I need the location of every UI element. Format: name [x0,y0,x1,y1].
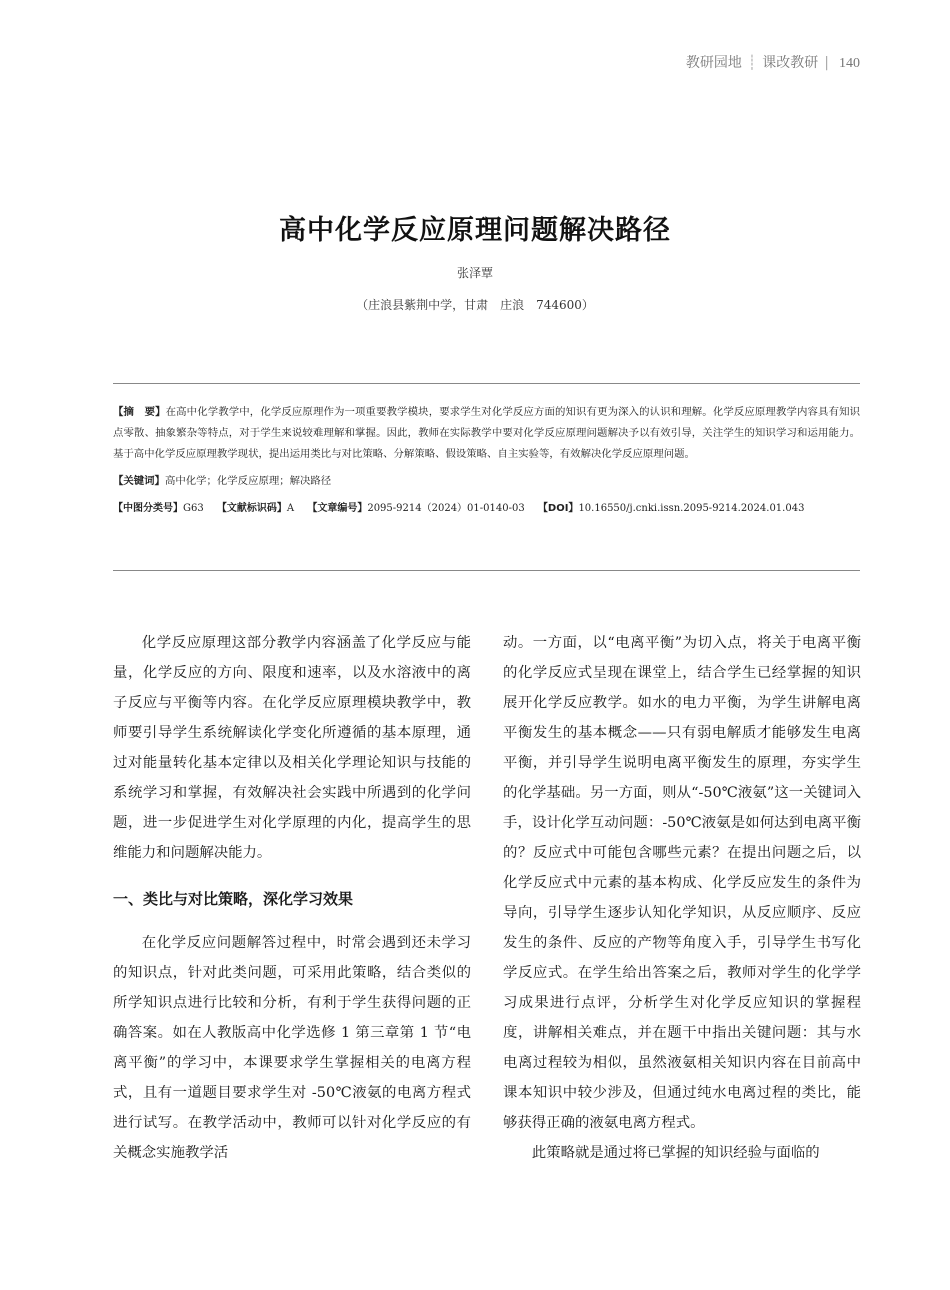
author-affiliation: （庄浪县紫荆中学，甘肃 庄浪 744600） [356,298,594,312]
header-separator-2: | [824,55,829,71]
body-paragraph-1: 化学反应原理这部分教学内容涵盖了化学反应与能量，化学反应的方向、限度和速率，以及水溶液中的离子反应与平衡等内容。在化学反应原理模块教学中，教师要引导学生系统解读化学变化所遵循的基本原理，通过对能量转化基本定律以及相关化学理论知识与技能的系统学习和掌握，有效解决社会实践中所遇到的化学问题，进一步促进学生对化学原理的内化，提高学生的思维能力和问题解决能力。 [113,635,471,861]
article-number-value: 2095-9214（2024）01-0140-03 [367,503,525,514]
doi-label: 【DOI】 [537,503,579,514]
article-title: 高中化学反应原理问题解决路径 [279,215,671,246]
doi-value: 10.16550/j.cnki.issn.2095-9214.2024.01.043 [578,503,805,514]
bottom-rule [113,570,860,571]
article-number-label: 【文章编号】 [307,503,368,514]
abstract-paragraph [113,402,860,465]
body-paragraph-2: 在化学反应问题解答过程中，时常会遇到还未学习的知识点，针对此类问题，可采用此策略，结合类似的所学知识点进行比较和分析，有利于学生获得问题的正确答案。如在人教版高中化学选修 1 第三章第 1 节“电离平衡”的学习中，本课要求学生掌握相关的电离方程式，且有一道题目要求学生对 -50℃液氨的电离方程式进行试写。在教学活动中，教师可以针对化学反应的有关概念实施教学活 [113,935,471,1161]
top-rule [113,383,860,384]
abstract-block [113,402,860,519]
doc-code-value: A [286,503,295,514]
abstract-label: 【摘 要】 [113,406,166,418]
doc-code-label: 【文献标识码】 [216,503,287,514]
clc-label: 【中图分类号】 [113,503,183,514]
keywords-label: 【关键词】 [113,475,165,487]
keywords-text: 高中化学；化学反应原理；解决路径 [164,475,332,487]
classification-line [113,498,860,519]
body-paragraph-4: 此策略就是通过将已掌握的知识经验与面临的 [531,1145,820,1161]
section-heading-1: 一、类比与对比策略，深化学习效果 [113,890,354,908]
page-number: 140 [839,56,860,71]
abstract-text: 在高中化学教学中，化学反应原理作为一项重要教学模块，要求学生对化学反应方面的知识有更为深入的认识和理解。化学反应原理教学内容具有知识点零散、抽象繁杂等特点，对于学生来说较难理解和掌握。因此，教师在实际教学中要对化学反应原理问题解决予以有效引导，关注学生的知识学习和运用能力。基于高中化学反应原理教学现状，提出运用类比与对比策略、分解策略、假设策略、自主实验等，有效解决化学反应原理问题。 [113,406,861,460]
keywords-line [113,471,860,492]
running-header [686,52,860,72]
header-subsection: 课改教研 [762,55,819,71]
clc-value: G63 [183,503,204,514]
body-right-column [503,628,861,1168]
author-name: 张泽覃 [456,266,493,280]
header-section: 教研园地 [685,55,742,71]
body-left-column [113,628,471,1168]
body-paragraph-3: 动。一方面，以“电离平衡”为切入点，将关于电离平衡的化学反应式呈现在课堂上，结合学生已经掌握的知识展开化学反应教学。如水的电力平衡，为学生讲解电离平衡发生的基本概念——只有弱电解质才能够发生电离平衡，并引导学生说明电离平衡发生的原理，夯实学生的化学基础。另一方面，则从“-50℃液氨”这一关键词入手，设计化学互动问题：-50℃液氨是如何达到电离平衡的？反应式中可能包含哪些元素？在提出问题之后，以化学反应式中元素的基本构成、化学反应发生的条件为导向，引导学生逐步认知化学知识，从反应顺序、反应发生的条件、反应的产物等角度入手，引导学生书写化学反应式。在学生给出答案之后，教师对学生的化学学习成果进行点评，分析学生对化学反应知识的掌握程度，讲解相关难点，并在题干中指出关键问题：其与水电离过程较为相似，虽然液氨相关知识内容在目前高中课本知识中较少涉及，但通过纯水电离过程的类比，能够获得正确的液氨电离方程式。 [503,635,861,1131]
header-separator: ┊ [747,55,757,71]
